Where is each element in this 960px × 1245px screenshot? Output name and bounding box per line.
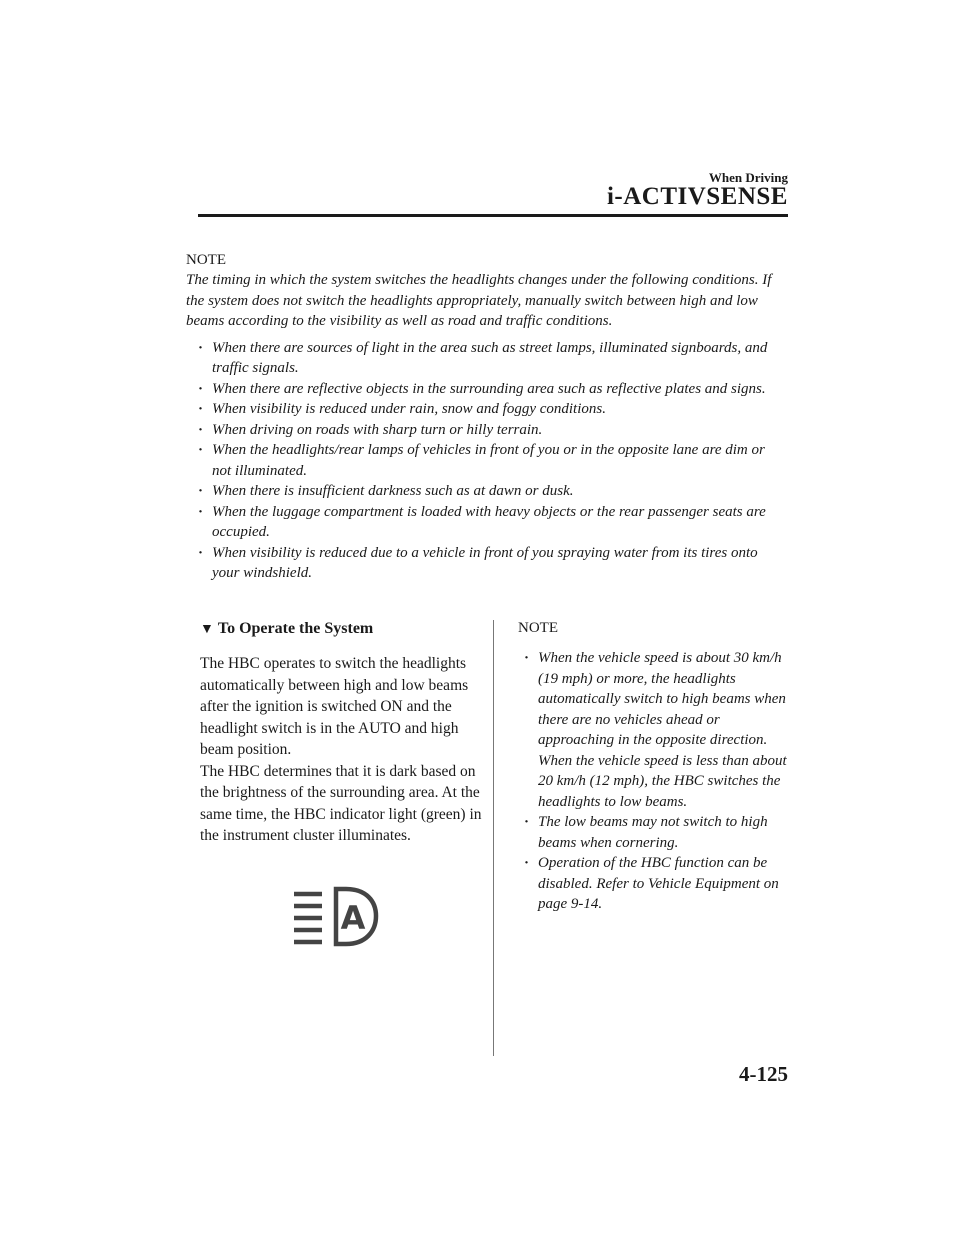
- section-heading: [200, 618, 482, 641]
- page-number: 4-125: [739, 1062, 788, 1086]
- hbc-icon-letter: A: [340, 899, 366, 937]
- left-column: [200, 618, 482, 847]
- paragraph: The HBC determines that it is dark based on the brightness of the surrounding area. At the same time, the HBC indicator light (green) in the instrument cluster illuminates.: [200, 762, 482, 844]
- list-item: · When driving on roads with sharp turn or hilly terrain.: [186, 420, 786, 441]
- right-column-note: [512, 618, 788, 915]
- note-label: NOTE: [518, 620, 558, 636]
- header-rule: [198, 214, 788, 217]
- hbc-indicator-icon: [290, 883, 380, 953]
- list-item: · When there are reflective objects in the surrounding area such as reflective plates and signs.: [186, 379, 786, 400]
- list-item: · When the vehicle speed is about 30 km/h (19 mph) or more, the headlights automatically switch to high beams when there are no vehicles ahead or approaching in the opposite direction. When the vehicle speed is less than about 20 km/h (12 mph), the HBC switches the headlights to low beams.: [512, 648, 788, 812]
- note-list: [512, 648, 788, 915]
- note-intro: The timing in which the system switches the headlights changes under the following conditions. If the system does not switch the headlights appropriately, manually switch between high and low beams according to the visibility as well as road and traffic conditions.: [186, 272, 772, 329]
- list-item: · When visibility is reduced under rain, snow and foggy conditions.: [186, 399, 786, 420]
- list-item: · When there are sources of light in the area such as street lamps, illuminated signboards, and traffic signals.: [186, 338, 786, 379]
- list-item: · The low beams may not switch to high beams when cornering.: [512, 812, 788, 853]
- list-item: · When visibility is reduced due to a vehicle in front of you spraying water from its tires onto your windshield.: [186, 543, 786, 584]
- note-list: [186, 338, 786, 584]
- triangle-marker-icon: ▼: [200, 622, 214, 637]
- list-item: · When the luggage compartment is loaded with heavy objects or the rear passenger seats are occupied.: [186, 502, 786, 543]
- list-item: · When there is insufficient darkness such as at dawn or dusk.: [186, 481, 786, 502]
- note-block-top: [186, 250, 786, 584]
- list-item: · Operation of the HBC function can be disabled. Refer to Vehicle Equipment on page 9-14.: [512, 853, 788, 915]
- list-item: · When the headlights/rear lamps of vehicles in front of you or in the opposite lane are dim or not illuminated.: [186, 440, 786, 481]
- note-label: NOTE: [186, 252, 226, 268]
- column-divider: [493, 620, 494, 1056]
- header-section-title: When Driving: [708, 170, 788, 185]
- section-heading-text: To Operate the System: [217, 620, 374, 637]
- header-chapter-title: i-ACTIVSENSE: [606, 183, 788, 210]
- paragraph: The HBC operates to switch the headlights automatically between high and low beams after the ignition is switched ON and the headlight switch is in the AUTO and high beam position.: [200, 655, 469, 758]
